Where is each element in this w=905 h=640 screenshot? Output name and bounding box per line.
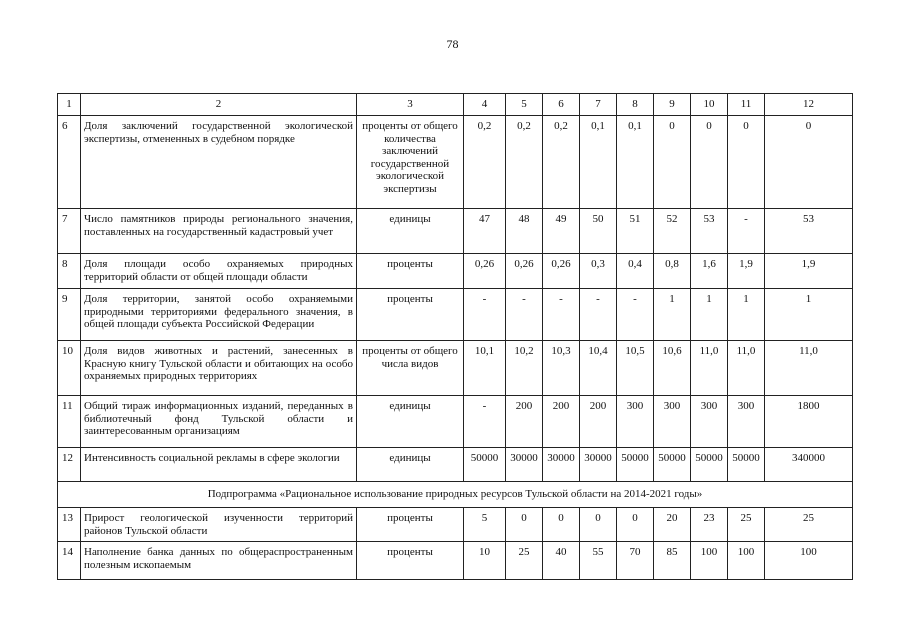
column-header: 9 <box>654 94 691 116</box>
value-cell: 10,2 <box>506 341 543 396</box>
value-cell: 50000 <box>728 448 765 482</box>
value-cell: 30000 <box>580 448 617 482</box>
table-header-row <box>58 94 853 116</box>
value-cell: 0,2 <box>543 116 580 209</box>
indicator-name: Доля территории, занятой особо охраняемыми природными территориями федерального значения, в общей площади субъекта Российской Федерации <box>81 289 357 341</box>
value-cell: 53 <box>691 209 728 254</box>
value-cell: 0 <box>691 116 728 209</box>
value-cell: 0,3 <box>580 254 617 289</box>
unit-cell: проценты <box>357 254 464 289</box>
unit-cell: проценты <box>357 508 464 542</box>
value-cell: 1,9 <box>765 254 853 289</box>
value-cell: - <box>464 396 506 448</box>
unit-cell: проценты <box>357 542 464 580</box>
indicators-table <box>57 93 853 580</box>
value-cell: 0,26 <box>464 254 506 289</box>
value-cell: 10 <box>464 542 506 580</box>
row-number: 11 <box>58 396 81 448</box>
value-cell: 49 <box>543 209 580 254</box>
column-header: 1 <box>58 94 81 116</box>
value-cell: 0 <box>765 116 853 209</box>
value-cell: 48 <box>506 209 543 254</box>
value-cell: 1 <box>765 289 853 341</box>
value-cell: 5 <box>464 508 506 542</box>
value-cell: 0 <box>543 508 580 542</box>
value-cell: 0,2 <box>506 116 543 209</box>
value-cell: 200 <box>506 396 543 448</box>
indicator-name: Интенсивность социальной рекламы в сфере экологии <box>81 448 357 482</box>
value-cell: - <box>464 289 506 341</box>
row-number: 9 <box>58 289 81 341</box>
column-header: 4 <box>464 94 506 116</box>
row-number: 13 <box>58 508 81 542</box>
value-cell: 300 <box>691 396 728 448</box>
value-cell: 30000 <box>506 448 543 482</box>
subprogram-title: Подпрограмма «Рациональное использование природных ресурсов Тульской области на 2014-2021 годы» <box>58 482 853 508</box>
column-header: 12 <box>765 94 853 116</box>
subprogram-row <box>58 482 853 508</box>
value-cell: 300 <box>728 396 765 448</box>
value-cell: 200 <box>580 396 617 448</box>
column-header: 8 <box>617 94 654 116</box>
value-cell: 340000 <box>765 448 853 482</box>
value-cell: 300 <box>654 396 691 448</box>
value-cell: 53 <box>765 209 853 254</box>
column-header: 11 <box>728 94 765 116</box>
value-cell: 0,26 <box>543 254 580 289</box>
unit-cell: единицы <box>357 396 464 448</box>
value-cell: 100 <box>691 542 728 580</box>
table-row <box>58 508 853 542</box>
row-number: 12 <box>58 448 81 482</box>
value-cell: 1,6 <box>691 254 728 289</box>
column-header: 10 <box>691 94 728 116</box>
value-cell: 0 <box>580 508 617 542</box>
value-cell: 10,4 <box>580 341 617 396</box>
value-cell: 50 <box>580 209 617 254</box>
value-cell: 30000 <box>543 448 580 482</box>
row-number: 8 <box>58 254 81 289</box>
value-cell: 200 <box>543 396 580 448</box>
indicator-name: Доля площади особо охраняемых природных территорий области от общей площади области <box>81 254 357 289</box>
value-cell: 0 <box>617 508 654 542</box>
value-cell: 0 <box>728 116 765 209</box>
value-cell: 50000 <box>617 448 654 482</box>
value-cell: 25 <box>765 508 853 542</box>
value-cell: 11,0 <box>728 341 765 396</box>
table-row <box>58 254 853 289</box>
column-header: 3 <box>357 94 464 116</box>
value-cell: 1 <box>728 289 765 341</box>
value-cell: 1800 <box>765 396 853 448</box>
value-cell: 11,0 <box>765 341 853 396</box>
value-cell: 0,1 <box>617 116 654 209</box>
column-header: 5 <box>506 94 543 116</box>
value-cell: 100 <box>765 542 853 580</box>
table-row <box>58 289 853 341</box>
value-cell: 10,3 <box>543 341 580 396</box>
value-cell: 1 <box>691 289 728 341</box>
value-cell: - <box>728 209 765 254</box>
value-cell: 55 <box>580 542 617 580</box>
value-cell: 52 <box>654 209 691 254</box>
unit-cell: проценты от общего числа видов <box>357 341 464 396</box>
value-cell: 70 <box>617 542 654 580</box>
value-cell: 51 <box>617 209 654 254</box>
value-cell: 0,1 <box>580 116 617 209</box>
value-cell: 40 <box>543 542 580 580</box>
indicator-name: Число памятников природы регионального значения, поставленных на государственный кадастровый учет <box>81 209 357 254</box>
value-cell: 10,6 <box>654 341 691 396</box>
page-number: 78 <box>446 37 459 51</box>
unit-cell: единицы <box>357 209 464 254</box>
row-number: 10 <box>58 341 81 396</box>
value-cell: 10,5 <box>617 341 654 396</box>
value-cell: 47 <box>464 209 506 254</box>
indicator-name: Доля заключений государственной экологической экспертизы, отмененных в судебном порядке <box>81 116 357 209</box>
value-cell: 85 <box>654 542 691 580</box>
value-cell: 100 <box>728 542 765 580</box>
indicator-name: Прирост геологической изученности территорий районов Тульской области <box>81 508 357 542</box>
table-row <box>58 542 853 580</box>
value-cell: 0,2 <box>464 116 506 209</box>
column-header: 2 <box>81 94 357 116</box>
value-cell: - <box>617 289 654 341</box>
table-row <box>58 116 853 209</box>
unit-cell: единицы <box>357 448 464 482</box>
value-cell: 50000 <box>654 448 691 482</box>
value-cell: 20 <box>654 508 691 542</box>
value-cell: 25 <box>506 542 543 580</box>
indicator-name: Общий тираж информационных изданий, переданных в библиотечный фонд Тульской области и заинтересованным организациям <box>81 396 357 448</box>
row-number: 7 <box>58 209 81 254</box>
value-cell: 50000 <box>464 448 506 482</box>
value-cell: 10,1 <box>464 341 506 396</box>
row-number: 14 <box>58 542 81 580</box>
value-cell: 11,0 <box>691 341 728 396</box>
table-row <box>58 448 853 482</box>
column-header: 7 <box>580 94 617 116</box>
indicator-name: Доля видов животных и растений, занесенных в Красную книгу Тульской области и обитающих на особо охраняемых природных территориях <box>81 341 357 396</box>
value-cell: 0 <box>654 116 691 209</box>
value-cell: 23 <box>691 508 728 542</box>
value-cell: - <box>506 289 543 341</box>
unit-cell: проценты от общего количества заключений государственной экологической экспертизы <box>357 116 464 209</box>
value-cell: 1,9 <box>728 254 765 289</box>
value-cell: - <box>543 289 580 341</box>
table-row <box>58 209 853 254</box>
value-cell: 0,8 <box>654 254 691 289</box>
value-cell: 25 <box>728 508 765 542</box>
indicator-name: Наполнение банка данных по общераспространенным полезным ископаемым <box>81 542 357 580</box>
value-cell: 300 <box>617 396 654 448</box>
value-cell: 50000 <box>691 448 728 482</box>
value-cell: 0,26 <box>506 254 543 289</box>
value-cell: - <box>580 289 617 341</box>
value-cell: 0,4 <box>617 254 654 289</box>
table-row <box>58 396 853 448</box>
row-number: 6 <box>58 116 81 209</box>
value-cell: 0 <box>506 508 543 542</box>
value-cell: 1 <box>654 289 691 341</box>
column-header: 6 <box>543 94 580 116</box>
unit-cell: проценты <box>357 289 464 341</box>
table-row <box>58 341 853 396</box>
